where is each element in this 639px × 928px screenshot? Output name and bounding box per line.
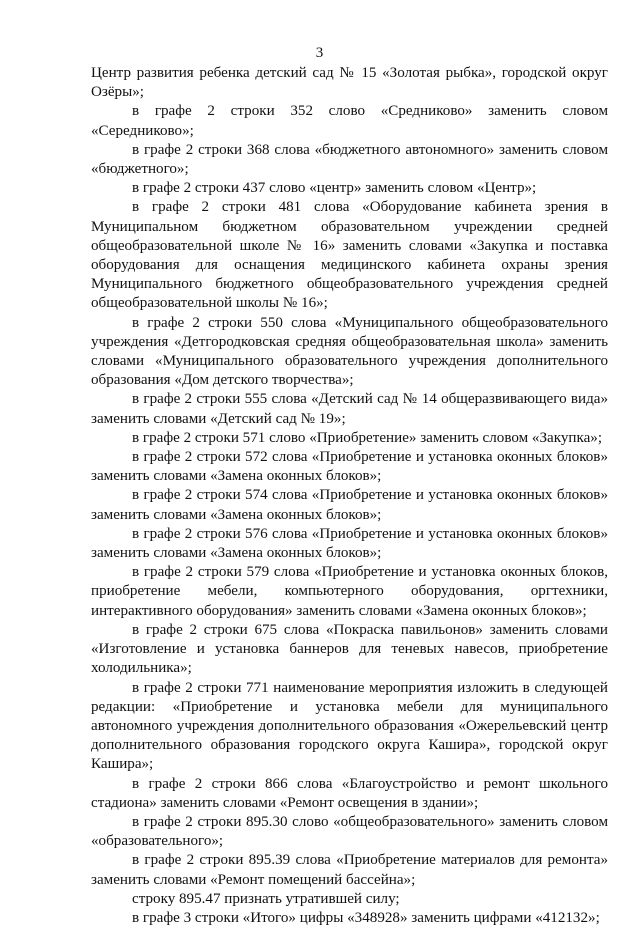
paragraph-2: в графе 2 строки 352 слово «Средниково» заменить словом «Середниково»; xyxy=(91,103,608,139)
paragraph-17: в графе 2 строки 895.39 слова «Приобретение материалов для ремонта» заменить словами «Ремонт помещений бассейна»; xyxy=(91,852,608,888)
paragraph-14: в графе 2 строки 771 наименование мероприятия изложить в следующей редакции: «Приобретение и установка мебели для муниципального автономного учреждения дополнительного образования «Ожерельевский центр дополнительного образования городского округа Кашира», городской округ Кашира»; xyxy=(91,679,608,773)
paragraph-18: строку 895.47 признать утратившей силу; xyxy=(132,890,400,907)
paragraph-15: в графе 2 строки 866 слова «Благоустройство и ремонт школьного стадиона» заменить словами «Ремонт освещения в здании»; xyxy=(91,775,608,811)
paragraph-5: в графе 2 строки 481 слова «Оборудование кабинета зрения в Муниципальном бюджетном образовательном учреждении средней общеобразовательной школе № 16» заменить словами «Закупка и поставка оборудования для оснащения медицинского кабинета охраны зрения Муниципального бюджетного общеобразовательного учреждения средней общеобразовательной школы № 16»; xyxy=(91,199,608,312)
page-number: 3 xyxy=(315,45,324,61)
paragraph-13: в графе 2 строки 675 слова «Покраска павильонов» заменить словами «Изготовление и установка баннеров для теневых навесов, приобретение холодильника»; xyxy=(91,621,608,677)
paragraph-3: в графе 2 строки 368 слова «бюджетного автономного» заменить словом «бюджетного»; xyxy=(91,141,608,178)
paragraph-16: в графе 2 строки 895.30 слово «общеобразовательного» заменить словом «образовательного»; xyxy=(91,813,608,850)
paragraph-8: в графе 2 строки 571 слово «Приобретение» заменить словом «Закупка»; xyxy=(132,429,603,446)
paragraph-4: в графе 2 строки 437 слово «центр» заменить словом «Центр»; xyxy=(132,180,537,197)
paragraph-6: в графе 2 строки 550 слова «Муниципального общеобразовательного учреждения «Детгородковская средняя общеобразовательная школа» заменить словами «Муниципального образовательного учреждения дополнительного образования «Дом детского творчества»; xyxy=(91,314,608,389)
document-body xyxy=(91,64,608,928)
paragraph-11: в графе 2 строки 576 слова «Приобретение и установка оконных блоков» заменить словами «Замена оконных блоков»; xyxy=(91,525,608,562)
paragraph-7: в графе 2 строки 555 слова «Детский сад № 14 общеразвивающего вида» заменить словами «Детский сад № 19»; xyxy=(91,391,608,427)
paragraph-1: Центр развития ребенка детский сад № 15 «Золотая рыбка», городской округ Озёры»; xyxy=(91,65,608,101)
paragraph-12: в графе 2 строки 579 слова «Приобретение и установка оконных блоков, приобретение мебели, компьютерного оборудования, оргтехники, интерактивного оборудования» заменить словами «Замена оконных блоков»; xyxy=(91,564,608,619)
paragraph-9: в графе 2 строки 572 слова «Приобретение и установка оконных блоков» заменить словами «Замена оконных блоков»; xyxy=(91,449,608,485)
paragraph-10: в графе 2 строки 574 слова «Приобретение и установка оконных блоков» заменить словами «Замена оконных блоков»; xyxy=(91,487,608,523)
paragraph-19: в графе 3 строки «Итого» цифры «348928» заменить цифрами «412132»; xyxy=(132,909,600,926)
